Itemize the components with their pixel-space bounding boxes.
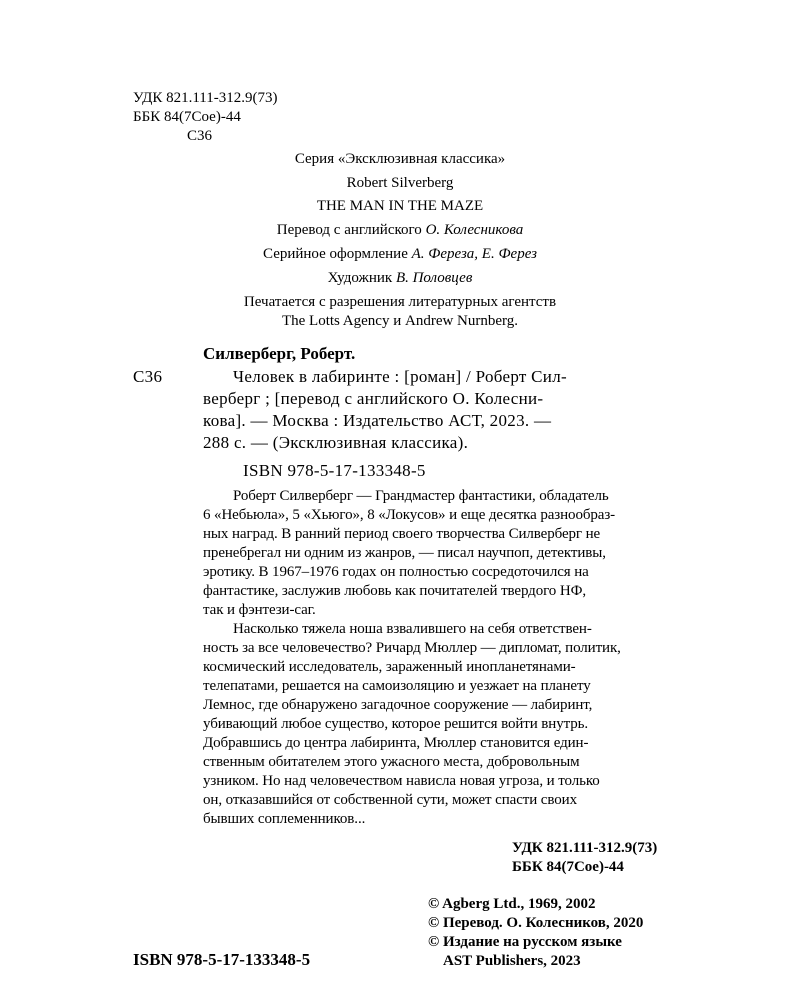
- copyright-line: AST Publishers, 2023: [443, 953, 581, 969]
- annotation-line: фантастике, заслужив любовь как почитателей твердого НФ,: [203, 583, 586, 599]
- catalog-isbn: ISBN 978-5-17-133348-5: [243, 461, 426, 480]
- udk-code: УДК 821.111-312.9(73): [133, 90, 278, 106]
- annotation-line: узником. Но над человечеством нависла новая угроза, и только: [203, 773, 600, 789]
- bbk-code: ББК 84(7Сое)-44: [133, 109, 241, 125]
- annotation-line: пренебрегал ни одним из жанров, — писал научпоп, детективы,: [203, 545, 606, 561]
- design-credit: [0, 246, 800, 263]
- artist-credit: [0, 270, 800, 287]
- artist-name: В. Половцев: [395, 270, 473, 286]
- catalog-line: Человек в лабиринте : [роман] / Роберт Сил-: [233, 367, 567, 386]
- bottom-isbn: ISBN 978-5-17-133348-5: [133, 950, 311, 969]
- permission-line: Печатается с разрешения литературных агентств: [243, 294, 557, 310]
- original-author: Robert Silverberg: [346, 175, 454, 191]
- permission-line: The Lotts Agency и Andrew Nurnberg.: [281, 313, 519, 329]
- annotation-line: ных наград. В ранний период своего творчества Силверберг не: [203, 526, 601, 542]
- series-line: Серия «Эксклюзивная классика»: [294, 151, 506, 167]
- annotation-line: так и фэнтези-саг.: [203, 602, 316, 618]
- copyright-line: © Agberg Ltd., 1969, 2002: [428, 896, 596, 912]
- copyright-line: © Издание на русском языке: [428, 934, 622, 950]
- translation-label: Перевод с английского: [276, 222, 422, 238]
- annotation-line: ность за все человечество? Ричард Мюллер — дипломат, политик,: [203, 640, 621, 656]
- annotation-line: Роберт Силверберг — Грандмастер фантастики, обладатель: [233, 488, 609, 504]
- copyright-line: © Перевод. О. Колесников, 2020: [428, 915, 644, 931]
- annotation-line: убивающий любое существо, которое решится войти внутрь.: [203, 716, 589, 732]
- artist-label: Художник: [327, 270, 393, 286]
- bottom-bbk-code: ББК 84(7Сое)-44: [512, 859, 624, 875]
- annotation-line: телепатами, решается на самоизоляцию и уезжает на планету: [203, 678, 591, 694]
- catalog-mark: С36: [133, 367, 163, 386]
- translation-credit: [0, 222, 800, 239]
- bottom-udk-code: УДК 821.111-312.9(73): [512, 840, 658, 856]
- annotation-line: ственным обитателем этого ужасного места, добровольным: [203, 754, 580, 770]
- author-mark: С36: [187, 128, 213, 144]
- catalog-line: кова]. — Москва : Издательство АСТ, 2023. —: [203, 411, 552, 430]
- annotation-line: Насколько тяжела ноша взвалившего на себя ответствен-: [233, 621, 592, 637]
- designer-names: А. Фереза, Е. Ферез: [411, 246, 537, 262]
- annotation-line: он, отказавшийся от собственной сути, может спасти своих: [203, 792, 577, 808]
- annotation-line: космический исследователь, зараженный инопланетянами-: [203, 659, 576, 675]
- annotation-line: Добравшись до центра лабиринта, Мюллер становится един-: [203, 735, 589, 751]
- catalog-line: 288 с. — (Эксклюзивная классика).: [203, 433, 469, 452]
- catalog-line: верберг ; [перевод с английского О. Колесни-: [203, 389, 544, 408]
- translator-name: О. Колесникова: [425, 222, 524, 238]
- annotation-line: Лемнос, где обнаружено загадочное сооружение — лабиринт,: [203, 697, 593, 713]
- original-title: THE MAN IN THE MAZE: [316, 198, 484, 214]
- design-label: Серийное оформление: [263, 246, 408, 262]
- annotation-line: эротику. В 1967–1976 годах он полностью сосредоточился на: [203, 564, 589, 580]
- annotation-line: бывших соплеменников...: [203, 811, 366, 827]
- catalog-author: Силверберг, Роберт.: [203, 344, 356, 363]
- annotation-line: 6 «Небьюла», 5 «Хьюго», 8 «Локусов» и еще десятка разнообраз-: [203, 507, 616, 523]
